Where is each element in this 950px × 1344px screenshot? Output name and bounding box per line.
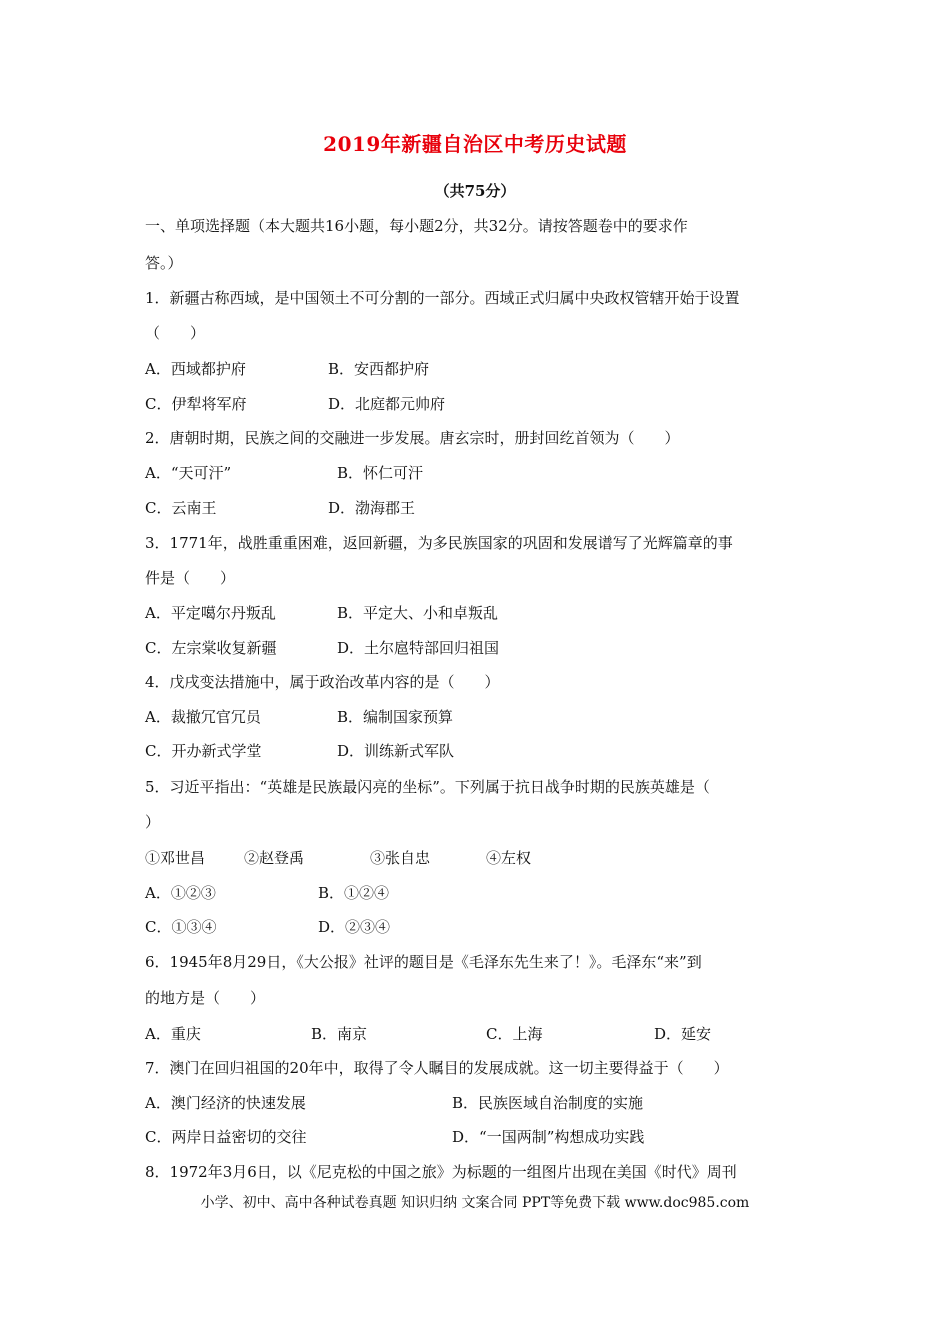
q4-option-a: A．裁撤冗官冗员 — [145, 708, 261, 726]
q1-option-d: D．北庭都元帅府 — [328, 395, 446, 413]
q3-option-b: B．平定大、小和卓叛乱 — [337, 604, 499, 622]
question-6: 6．1945年8月29日，《大公报》社评的题目是《毛泽东先生来了！》。毛泽东“来”到 — [145, 953, 702, 971]
q3-option-d: D．土尔扈特部回归祖国 — [337, 639, 500, 657]
q6-option-c: C．上海 — [486, 1025, 543, 1043]
q1-option-c: C．伊犁将军府 — [145, 395, 247, 413]
q5-option-a: A．①②③ — [145, 884, 216, 902]
score-total: （共75分） — [434, 182, 516, 200]
q7-option-a: A．澳门经济的快速发展 — [145, 1094, 306, 1112]
question-1-cont: （ ） — [145, 324, 206, 342]
q4-option-c: C．开办新式学堂 — [145, 742, 262, 760]
question-1: 1．新疆古称西域，是中国领土不可分割的一部分。西域正式归属中央政权管辖开始于设置 — [145, 289, 740, 307]
q1-option-b: B．安西都护府 — [328, 360, 430, 378]
q5-option-b: B．①②④ — [318, 884, 390, 902]
section-heading-cont: 答。） — [145, 254, 183, 272]
q5-item-1: ①邓世昌 — [145, 849, 206, 867]
q5-option-d: D．②③④ — [318, 918, 391, 936]
question-3-cont: 件是（ ） — [145, 569, 236, 587]
q5-item-3: ③张自忠 — [370, 849, 431, 867]
question-3: 3．1771年，战胜重重困难，返回新疆，为多民族国家的巩固和发展谱写了光辉篇章的事 — [145, 534, 733, 552]
q2-option-c: C．云南王 — [145, 499, 217, 517]
question-7: 7．澳门在回归祖国的20年中，取得了令人瞩目的发展成就。这一切主要得益于（ ） — [145, 1059, 729, 1077]
q4-option-d: D．训练新式军队 — [337, 742, 455, 760]
q6-option-d: D．延安 — [654, 1025, 712, 1043]
q5-option-c: C．①③④ — [145, 918, 217, 936]
q6-option-b: B．南京 — [311, 1025, 368, 1043]
q1-option-a: A．西域都护府 — [145, 360, 246, 378]
question-5: 5．习近平指出：“英雄是民族最闪亮的坐标”。下列属于抗日战争时期的民族英雄是（ — [145, 778, 710, 796]
question-8: 8．1972年3月6日，以《尼克松的中国之旅》为标题的一组图片出现在美国《时代》周刊 — [145, 1163, 737, 1181]
q5-item-2: ②赵登禹 — [244, 849, 305, 867]
page-footer: 小学、初中、高中各种试卷真题 知识归纳 文案合同 PPT等免费下载 www.doc985.com — [200, 1195, 750, 1211]
question-4: 4．戊戌变法措施中，属于政治改革内容的是（ ） — [145, 673, 500, 691]
section-heading: 一、单项选择题（本大题共16小题，每小题2分，共32分。请按答题卷中的要求作 — [145, 217, 688, 235]
question-5-cont: ） — [145, 813, 161, 831]
q7-option-c: C．两岸日益密切的交往 — [145, 1128, 307, 1146]
q4-option-b: B．编制国家预算 — [337, 708, 454, 726]
q6-option-a: A．重庆 — [145, 1025, 201, 1043]
page-title: 2019年新疆自治区中考历史试题 — [323, 132, 627, 156]
q2-option-a: A．“天可汗” — [145, 464, 232, 482]
q2-option-d: D．渤海郡王 — [328, 499, 416, 517]
q7-option-d: D．“一国两制”构想成功实践 — [452, 1128, 645, 1146]
q5-item-4: ④左权 — [486, 849, 532, 867]
question-2: 2．唐朝时期，民族之间的交融进一步发展。唐玄宗时，册封回纥首领为（ ） — [145, 429, 680, 447]
q2-option-b: B．怀仁可汗 — [337, 464, 424, 482]
question-6-cont: 的地方是（ ） — [145, 989, 266, 1007]
q7-option-b: B．民族医域自治制度的实施 — [452, 1094, 644, 1112]
q3-option-c: C．左宗棠收复新疆 — [145, 639, 277, 657]
q3-option-a: A．平定噶尔丹叛乱 — [145, 604, 276, 622]
